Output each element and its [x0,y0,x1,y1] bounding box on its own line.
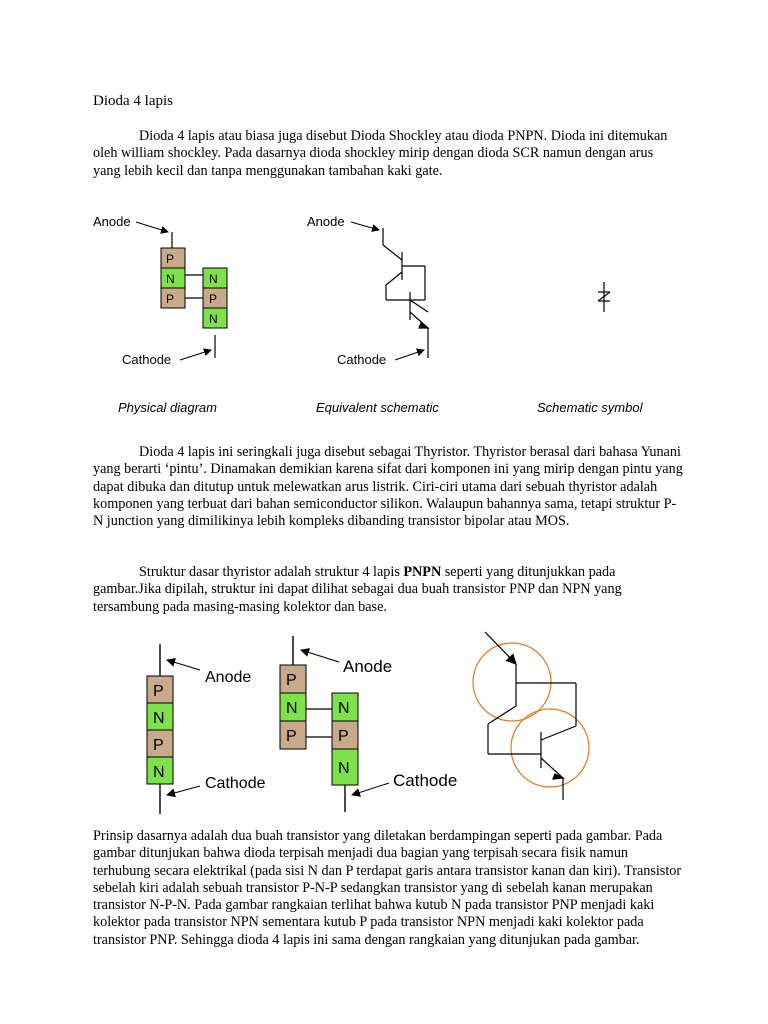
cathode-label: Cathode [205,775,266,792]
pnpn-bold: PNPN [403,564,442,580]
svg-text:N: N [153,764,165,781]
svg-text:P: P [286,672,297,689]
cathode-label: Cathode [337,352,387,367]
svg-text:N: N [338,760,350,777]
svg-text:N: N [338,700,350,717]
physical-diagram [93,214,227,367]
svg-text:P: P [338,728,349,745]
paragraph-thyristor-text: Dioda 4 lapis ini seringkali juga disebut sebagai Thyristor. Thyristor berasal dari bahasa Yunani yang berarti ‘pintu’. Dinamakan demikian karena sifat dari komponen ini yang mirip dengan pintu yang dapat dibuka dan ditutup untuk melewatkan arus listrik. Ciri-ciri utama dari sebuah thyristor adalah komponen yang terbuat dari bahan semiconductor silikon. Walaupun bahannya sama, tetapi struktur P-N junction yang dimilikinya lebih kompleks dibanding transistor bipolar atau MOS. [93,444,683,530]
svg-text:P: P [209,292,218,306]
paragraph-thyristor [93,444,683,530]
svg-text:N: N [286,700,298,717]
anode-label: Anode [205,669,252,686]
anode-label: Anode [343,657,393,676]
caption-physical: Physical diagram [118,400,217,415]
svg-text:P: P [166,252,175,266]
svg-text:P: P [153,683,164,700]
paragraph-intro-text: Dioda 4 lapis atau biasa juga disebut Dioda Shockley atau dioda PNPN. Dioda ini ditemukan oleh william shockley. Pada dasarnya dioda shockley mirip dengan dioda SCR namun dengan arus yang lebih kecil dan tanpa menggunakan tambahan kaki gate. [93,128,668,179]
svg-text:N: N [153,710,165,727]
svg-text:N: N [166,272,175,286]
schematic-symbol [598,282,610,312]
anode-label: Anode [93,214,131,229]
cathode-label: Cathode [122,352,172,367]
paragraph-principle-text: Prinsip dasarnya adalah dua buah transistor yang diletakan berdampingan seperti pada gambar. Pada gambar ditunjukan bahwa dioda terpisah menjadi dua bagian yang terpisah secara fisik namun terhubung secara elektrikal (pada sisi N dan P terdapat garis antara transistor kanan dan kiri). Transistor sebelah kiri adalah sebuah transistor P-N-P sedangkan transistor yang di sebelah kanan merupakan transistor N-P-N. Pada gambar rangkaian terlihat bahwa kutub N pada transistor PNP menjadi kaki kolektor pada transistor NPN sementara kutub P pada transistor NPN menjadi kaki kolektor pada transistor PNP. Sehingga dioda 4 lapis ini sama dengan rangkaian yang ditunjukan pada gambar. [93,828,682,948]
anode-label: Anode [307,214,345,229]
equivalent-schematic [383,228,428,358]
svg-text:N: N [209,272,218,286]
paragraph-structure: Struktur dasar thyristor adalah struktur 4 lapis PNPN seperti yang ditunjukkan pada gambar.Jika dipilah, struktur ini dapat dilihat sebagai dua buah transistor PNP dan NPN yang tersambung pada masing-masing kolektor dan base. [93,564,622,615]
pnpn-stack [147,644,266,814]
cathode-label: Cathode [393,771,458,790]
paragraph-principle [93,828,683,949]
figure-pnpn-structure [0,628,768,820]
section-heading: Dioda 4 lapis [93,93,173,109]
pnpn-split [280,636,457,812]
svg-text:P: P [166,292,175,306]
caption-symbol: Schematic symbol [537,400,643,415]
figure-thyristor-diagrams [0,200,768,425]
svg-text:N: N [209,312,218,326]
paragraph-intro [93,128,683,180]
two-transistor-model [473,632,589,800]
svg-text:P: P [153,737,164,754]
svg-text:P: P [286,728,297,745]
caption-equivalent: Equivalent schematic [316,400,439,415]
